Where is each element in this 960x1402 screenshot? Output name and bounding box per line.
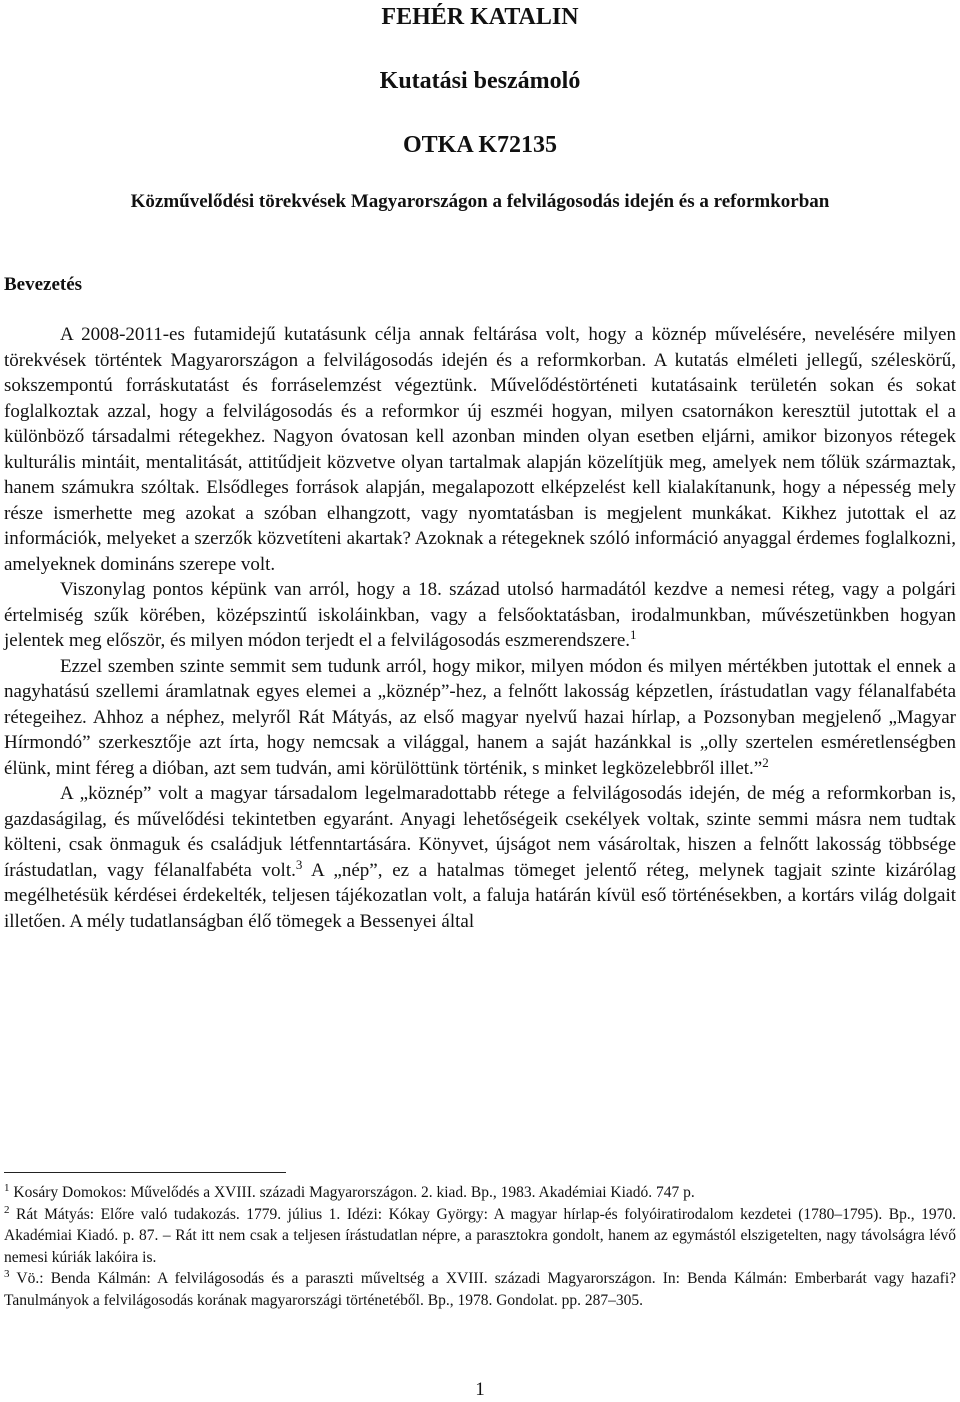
page-number: 1 [475,1379,485,1400]
body-text [4,322,956,934]
paragraph-4-text-b: A „nép”, ez a hatalmas tömeget jelentő réteg, melynek tagjait szinte kizárólag megélhetésük kérdései érdekelték, teljesen tájékozatlan volt, a faluja határán kívül eső történésekben, a kortárs világ dolgait illetően. A mély tudatlanságban élő tömegek a Bessenyei által [4,859,957,932]
paragraph-4 [4,781,956,934]
project-code: OTKA K72135 [402,132,558,158]
footnote-3 [4,1268,956,1311]
footnote-2-number: 2 [4,1203,10,1216]
footnote-1-number: 1 [4,1182,10,1194]
paragraph-1-text: A 2008-2011-es futamidejű kutatásunk célja annak feltárása volt, hogy a köznép művelésére, nevelésére milyen törekvések történtek Magyarországon a felvilágosodás idején és a reformkorban. A kutatás elméleti jellegű, széleskörű, sokszempontú forráskutatást és forráselemzést végeztünk. Művelődéstörténeti kutatásaink területén sokan és sokat foglalkoztak azzal, hogy a felvilágosodás és a reformkor új eszméi hogyan, milyen csatornákon keresztül jutottak el a különböző társadalmi rétegekhez. Nagyon óvatosan kell azonban minden olyan esetben eljárni, amikor bizonyos rétegek kulturális mintáit, mentalitását, attitűdjeit közvetve olyan tartalmak alapján közelítjük meg, amelyek nem tőlük származtak, hanem számukra szóltak. Elsődleges források alapján, megalapozott elképzelést kell kialakítanunk, hogy a népesség mely része ismerhette meg azokat a szóban elhangzott, vagy nyomtatásban is megjelent munkákat. Kikhez jutottak el az információk, melyeket a szerzők közvetíteni akartak? Azoknak a rétegeknek szóló információ anyaggal érdemes foglalkozni, amelyeknek domináns szerepe volt. [4,324,956,575]
footnotes [4,1182,956,1311]
footnote-ref-1[interactable]: 1 [630,627,637,642]
paragraph-3-text: Ezzel szemben szinte semmit sem tudunk arról, hogy mikor, milyen módon és milyen mértékben jutottak el ennek a nagyhatású szellemi áramlatnak egyes elemei a „köznép”-hez, a felnőtt lakosság képzetlen, írástudatlan vagy félanalfabéta rétegeihez. Ahhoz a néphez, melyről Rát Mátyás, az első magyar nyelvű hazai hírlap, a Pozsonyban megjelenő „Magyar Hírmondó” szerkesztője azt írta, hogy nemcsak a világgal, hanem a saját hazánkkal is „olly szertelen esméretlenségben élünk, mint féreg a dióban, azt sem tudván, ami körülöttünk történik, s minket legközelebbről illet.” [4,655,956,779]
paragraph-4-text-a: A „köznép” volt a magyar társadalom legelmaradottabb rétege a felvilágosodás idején, de még a reformkorban is, gazdaságilag, és művelődési tekintetben egyaránt. Anyagi lehetőségeik csekélyek voltak, szinte semmi másra nem tudtak költeni, csak önmaguk és családjuk létfenntartására. Könyvet, újságot nem vásároltak, hiszen a felnőtt lakosság többsége írástudatlan, vagy félanalfabéta volt. [4,783,956,881]
footnote-3-text: Vö.: Benda Kálmán: A felvilágosodás és a paraszti műveltség a XVIII. századi Magyarországon. In: Benda Kálmán: Emberbarát vagy hazafi? Tanulmányok a felvilágosodás korának magyarországi történetéből. Bp., 1978. Gondolat. pp. 287–305. [4,1270,956,1309]
footnote-3-number: 3 [4,1268,10,1280]
report-subtitle: Közművelődési törekvések Magyarországon a felvilágosodás idején és a reformkorban [130,191,830,212]
section-heading: Bevezetés [4,274,83,295]
footnote-ref-3[interactable]: 3 [295,856,303,872]
paragraph-1 [4,322,956,577]
footnote-ref-2[interactable]: 2 [762,754,769,770]
footnote-2 [4,1204,956,1269]
footnote-1-text: Kosáry Domokos: Művelődés a XVIII. századi Magyarországon. 2. kiad. Bp., 1983. Akadémiai Kiadó. 747 p. [9,1184,695,1201]
footnote-separator [4,1172,286,1173]
paragraph-2-text: Viszonylag pontos képünk van arról, hogy a 18. század utolsó harmadától kezdve a nemesi réteg, vagy a polgári értelmiség szűk körében, középszintű iskoláinkban, vagy a felsőoktatásban, irodalmunkban, művészetünkben hogyan jelentek meg először, és milyen módon terjedt el a felvilágosodás eszmerendszere. [4,579,956,651]
author-name: FEHÉR KATALIN [381,4,579,30]
footnote-2-text: Rát Mátyás: Előre való tudakozás. 1779. július 1. Idézi: Kókay György: A magyar hírlap-és folyóiratirodalom kezdetei (1780–1795). Bp., 1970. Akadémiai Kiadó. p. 87. – Rát itt nem csak a teljesen írástudatlan népre, a parasztokra gondolt, hanem az egymástól elszigetelten, nagy távolságra lévő nemesi kúriák lakóira is. [4,1205,956,1266]
footnote-1 [4,1182,956,1204]
paragraph-3 [4,654,956,782]
report-type: Kutatási beszámoló [379,68,581,94]
paragraph-2 [4,577,956,654]
